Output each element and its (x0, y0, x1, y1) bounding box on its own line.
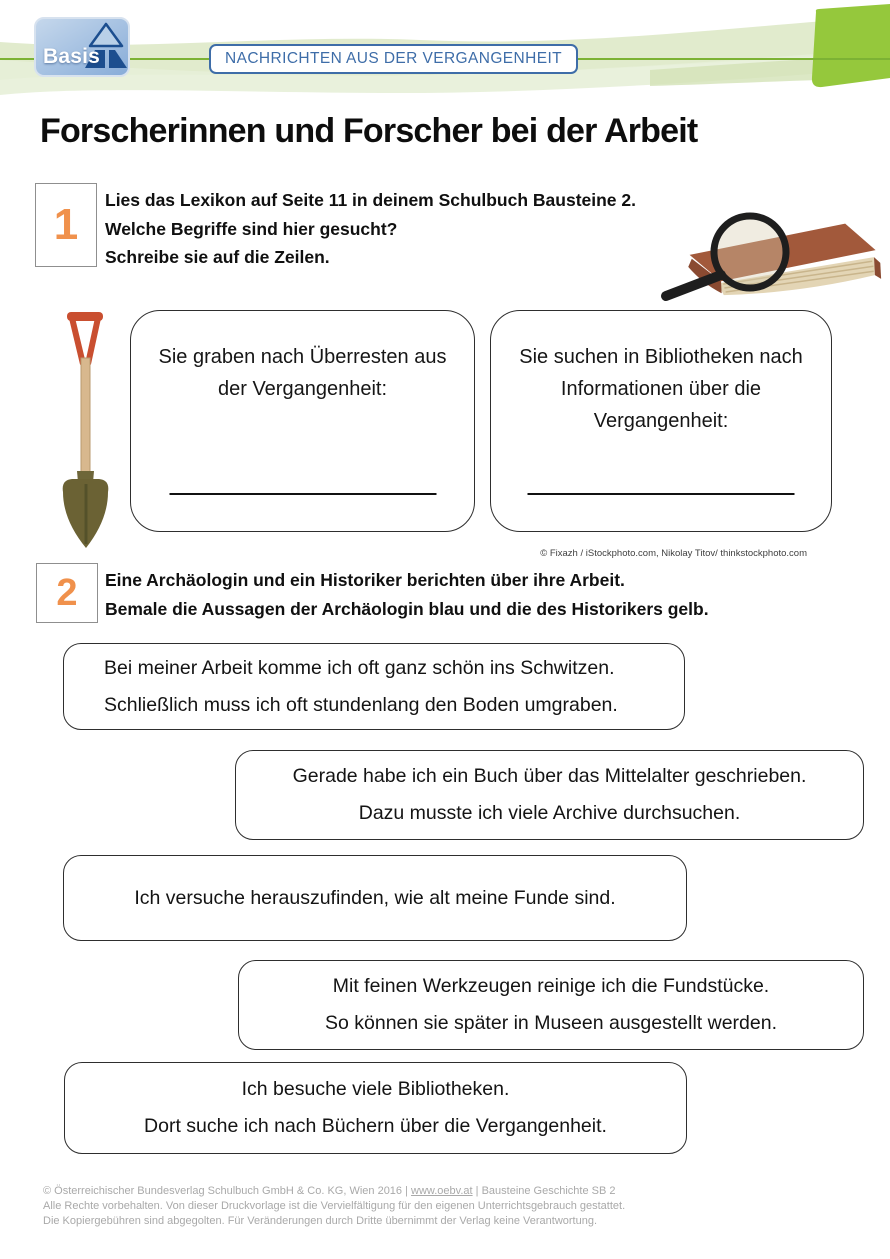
answer-line[interactable] (169, 493, 436, 495)
corner-green-shape (812, 4, 890, 87)
footer-copyright: © Österreichischer Bundesverlag Schulbuch GmbH & Co. KG, Wien 2016 | (43, 1185, 408, 1197)
task2-instructions (105, 566, 709, 623)
task2-number-box: 2 (36, 563, 98, 623)
statement-box-book-middle-ages[interactable] (235, 750, 864, 840)
footer-line2: Alle Rechte vorbehalten. Von dieser Druckvorlage ist die Vervielfältigung für den eigenen Unterrichtsgebrauch gestattet. (43, 1199, 626, 1212)
answer-box-prompt: Sie suchen in Bibliotheken nach Informationen über die Vergangenheit: (519, 346, 803, 432)
statement-line: Dort suche ich nach Büchern über die Vergangenheit. (144, 1115, 607, 1137)
task2-line2: Bemale die Aussagen der Archäologin blau und die des Historikers gelb. (105, 598, 709, 619)
footer (43, 1184, 625, 1228)
book-magnifying-glass-image (622, 210, 890, 306)
page-title: Forscherinnen und Forscher bei der Arbeit (40, 112, 698, 150)
statement-line: Dazu musste ich viele Archive durchsuchen. (358, 802, 741, 824)
answer-box-digging (130, 310, 475, 532)
photo-credit: © Fixazh / iStockphoto.com, Nikolay Titov/ thinkstockphoto.com (540, 548, 807, 559)
statement-line: So können sie später in Museen ausgestellt werden. (324, 1012, 778, 1034)
statement-box-sweating[interactable] (63, 643, 685, 730)
answer-box-prompt: Sie graben nach Überresten aus der Vergangenheit: (158, 346, 447, 400)
answer-box-library (490, 310, 832, 532)
task1-number-box: 1 (35, 183, 97, 267)
footer-line1 (43, 1184, 625, 1199)
statement-line: Ich besuche viele Bibliotheken. (241, 1078, 510, 1100)
statement-line: Schließlich muss ich oft stundenlang den Boden umgraben. (104, 693, 618, 716)
shovel-image (50, 308, 122, 560)
task1-instructions (105, 186, 636, 272)
series-badge: NACHRICHTEN AUS DER VERGANGENHEIT (209, 44, 578, 74)
statement-box-libraries[interactable] (64, 1062, 687, 1154)
statement-line: Bei meiner Arbeit komme ich oft ganz schön ins Schwitzen. (104, 656, 615, 679)
statement-line: Gerade habe ich ein Buch über das Mittelalter geschrieben. (292, 765, 807, 787)
footer-suffix: | Bausteine Geschichte SB 2 (475, 1185, 616, 1197)
statement-box-cleaning-finds[interactable] (238, 960, 864, 1050)
statement-box-age-of-finds[interactable] (63, 855, 687, 941)
task1-line2: Welche Begriffe sind hier gesucht? (105, 218, 398, 239)
task2-line1: Eine Archäologin und ein Historiker berichten über ihre Arbeit. (105, 570, 625, 590)
task1-line3: Schreibe sie auf die Zeilen. (105, 247, 330, 267)
basis-logo (34, 17, 130, 77)
publisher-link[interactable]: www.oebv.at (411, 1185, 473, 1197)
task1-line1: Lies das Lexikon auf Seite 11 in deinem Schulbuch Bausteine 2. (105, 190, 636, 210)
statement-line: Mit feinen Werkzeugen reinige ich die Fundstücke. (332, 975, 770, 997)
statement-line: Ich versuche herauszufinden, wie alt meine Funde sind. (134, 886, 616, 909)
logo-wordmark: Basis (43, 45, 101, 68)
answer-line[interactable] (528, 493, 795, 495)
footer-line3: Die Kopiergebühren sind abgegolten. Für Veränderungen durch Dritte übernimmt der Verlag keine Verantwortung. (43, 1214, 598, 1227)
